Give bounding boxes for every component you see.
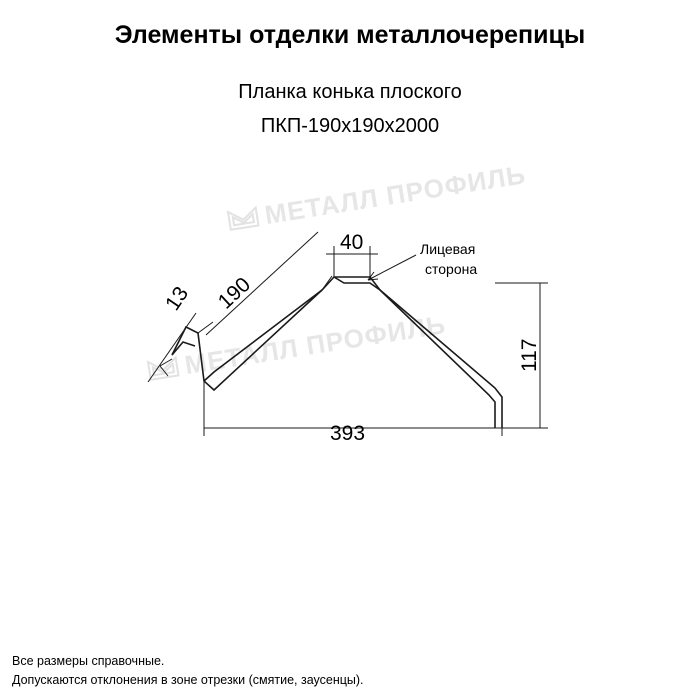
watermark-text: МЕТАЛЛ ПРОФИЛЬ <box>182 309 448 381</box>
dimension-117 <box>495 283 548 428</box>
face-side-label-line1: Лицевая <box>420 241 476 257</box>
dimension-40-label: 40 <box>340 231 364 254</box>
dimension-190-label: 190 <box>213 272 256 314</box>
dimension-13-label: 13 <box>161 282 194 315</box>
dimension-393 <box>204 381 502 445</box>
watermark-upper <box>227 159 528 236</box>
face-side-label-line2: сторона <box>425 261 478 277</box>
footer-notes <box>12 652 364 690</box>
technical-drawing <box>0 150 700 510</box>
footer-line-2: Допускаются отклонения в зоне отрезки (смятие, заусенцы). <box>12 673 364 687</box>
product-code: ПКП-190х190х2000 <box>260 115 440 137</box>
page-title: Элементы отделки металлочерепицы <box>114 21 586 49</box>
watermark-text: МЕТАЛЛ ПРОФИЛЬ <box>262 159 528 231</box>
dimension-40 <box>326 231 378 277</box>
drawing-svg <box>0 150 700 510</box>
watermark-lower <box>147 309 448 386</box>
annotation-face-side <box>368 241 477 280</box>
dimension-190 <box>198 232 332 335</box>
dimension-117-label: 117 <box>518 338 541 372</box>
title-block <box>0 18 700 140</box>
footer-line-1: Все размеры справочные. <box>12 654 165 668</box>
dimension-393-label: 393 <box>330 422 366 445</box>
product-name: Планка конька плоского <box>238 81 462 103</box>
